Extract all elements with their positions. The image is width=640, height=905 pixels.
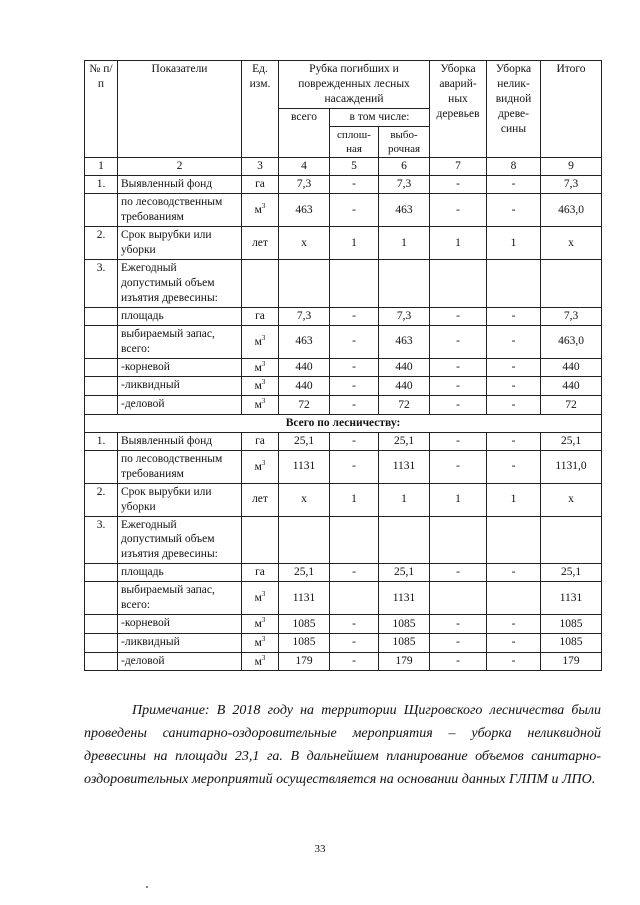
value-cell: 7,3 <box>379 176 430 194</box>
column-number: 4 <box>279 158 330 176</box>
value-cell: 463,0 <box>541 325 602 358</box>
value-cell: 440 <box>541 358 602 377</box>
value-cell <box>330 259 379 307</box>
header-clear: сплош-ная <box>330 126 379 158</box>
value-cell: 1085 <box>379 615 430 634</box>
value-cell: х <box>541 483 602 516</box>
value-cell: 179 <box>541 652 602 671</box>
row-label: площадь <box>118 564 242 582</box>
row-label: -ликвидный <box>118 633 242 652</box>
row-number <box>85 582 118 615</box>
row-unit <box>242 259 279 307</box>
column-number: 9 <box>541 158 602 176</box>
table-header <box>85 61 602 176</box>
value-cell: - <box>330 325 379 358</box>
value-cell: - <box>430 615 487 634</box>
value-cell: 1131 <box>379 582 430 615</box>
table-row <box>85 307 602 325</box>
row-unit: га <box>242 176 279 194</box>
column-number: 3 <box>242 158 279 176</box>
row-label: Ежегодный допустимый объем изъятия древесины: <box>118 259 242 307</box>
row-unit: лет <box>242 227 279 260</box>
value-cell: - <box>487 564 541 582</box>
row-label: площадь <box>118 307 242 325</box>
value-cell: - <box>330 377 379 396</box>
value-cell: 1085 <box>279 615 330 634</box>
value-cell: 179 <box>379 652 430 671</box>
row-label: -деловой <box>118 396 242 415</box>
row-label: -корневой <box>118 615 242 634</box>
row-label: Выявленный фонд <box>118 176 242 194</box>
value-cell: 1085 <box>279 633 330 652</box>
row-label: -деловой <box>118 652 242 671</box>
unit-exponent: 3 <box>261 359 266 368</box>
section-row <box>85 414 602 432</box>
unit-exponent: 3 <box>261 333 266 342</box>
unit-exponent: 3 <box>261 653 266 662</box>
row-unit: $м^3$ <box>242 652 279 671</box>
header-unmerch: Уборка нелик-видной древе-сины <box>487 61 541 158</box>
column-number: 8 <box>487 158 541 176</box>
value-cell: - <box>430 396 487 415</box>
value-cell: - <box>430 633 487 652</box>
table-row <box>85 652 602 671</box>
row-number <box>85 325 118 358</box>
value-cell: 25,1 <box>541 432 602 450</box>
column-number: 5 <box>330 158 379 176</box>
table-block-1 <box>85 176 602 415</box>
value-cell: х <box>541 227 602 260</box>
value-cell <box>379 516 430 564</box>
value-cell: 1131,0 <box>541 450 602 483</box>
value-cell: - <box>330 432 379 450</box>
value-cell: - <box>487 615 541 634</box>
forest-fund-table <box>84 60 602 671</box>
table-row <box>85 564 602 582</box>
row-number <box>85 194 118 227</box>
value-cell: 179 <box>279 652 330 671</box>
row-number <box>85 633 118 652</box>
value-cell: - <box>487 432 541 450</box>
unit-exponent: 3 <box>261 616 266 625</box>
value-cell: - <box>430 564 487 582</box>
value-cell: 1 <box>330 227 379 260</box>
value-cell: 440 <box>279 377 330 396</box>
value-cell: - <box>487 652 541 671</box>
value-cell: 463,0 <box>541 194 602 227</box>
value-cell: 7,3 <box>379 307 430 325</box>
row-label: Выявленный фонд <box>118 432 242 450</box>
value-cell: 440 <box>379 377 430 396</box>
row-number <box>85 615 118 634</box>
value-cell: - <box>430 450 487 483</box>
value-cell: 1131 <box>279 582 330 615</box>
value-cell: 1131 <box>279 450 330 483</box>
column-number: 6 <box>379 158 430 176</box>
row-label: Ежегодный допустимый объем изъятия древесины: <box>118 516 242 564</box>
row-label: выбираемый запас, всего: <box>118 582 242 615</box>
value-cell: 1 <box>330 483 379 516</box>
row-unit: $м^3$ <box>242 194 279 227</box>
row-number <box>85 396 118 415</box>
row-number: 1. <box>85 432 118 450</box>
value-cell: 25,1 <box>279 432 330 450</box>
value-cell: 463 <box>379 194 430 227</box>
value-cell <box>430 516 487 564</box>
row-label: Срок вырубки или уборки <box>118 227 242 260</box>
table-row <box>85 396 602 415</box>
value-cell: 1 <box>487 483 541 516</box>
column-number: 1 <box>85 158 118 176</box>
row-label: -корневой <box>118 358 242 377</box>
table-row <box>85 325 602 358</box>
unit-exponent: 3 <box>261 458 266 467</box>
value-cell: 1085 <box>541 615 602 634</box>
header-num: № п/п <box>85 61 118 158</box>
column-numbers-row <box>85 158 602 176</box>
row-unit: га <box>242 432 279 450</box>
table-block-2 <box>85 432 602 671</box>
page-number: 33 <box>314 843 326 855</box>
unit-exponent: 3 <box>261 202 266 211</box>
row-unit: $м^3$ <box>242 450 279 483</box>
table-row <box>85 194 602 227</box>
scan-speck <box>146 886 148 888</box>
value-cell: 1 <box>379 483 430 516</box>
header-selective: выбо-рочная <box>379 126 430 158</box>
value-cell: 440 <box>379 358 430 377</box>
value-cell: 1085 <box>379 633 430 652</box>
value-cell: - <box>330 307 379 325</box>
row-number: 2. <box>85 227 118 260</box>
unit-exponent: 3 <box>261 397 266 406</box>
value-cell: 72 <box>379 396 430 415</box>
value-cell: - <box>487 396 541 415</box>
value-cell: - <box>330 358 379 377</box>
value-cell: - <box>487 194 541 227</box>
value-cell <box>430 582 487 615</box>
row-number: 1. <box>85 176 118 194</box>
table-row <box>85 259 602 307</box>
header-unit: Ед. изм. <box>242 61 279 158</box>
value-cell: 72 <box>541 396 602 415</box>
value-cell: - <box>330 396 379 415</box>
value-cell: 463 <box>379 325 430 358</box>
header-windfall: Уборка аварий-ных деревьев <box>430 61 487 158</box>
value-cell <box>279 516 330 564</box>
row-number <box>85 652 118 671</box>
row-number <box>85 377 118 396</box>
value-cell: 25,1 <box>379 432 430 450</box>
table-row <box>85 633 602 652</box>
value-cell: - <box>430 652 487 671</box>
column-number: 7 <box>430 158 487 176</box>
value-cell: 25,1 <box>541 564 602 582</box>
value-cell: 440 <box>279 358 330 377</box>
table-row <box>85 450 602 483</box>
value-cell: - <box>430 325 487 358</box>
header-total-sub: всего <box>279 108 330 158</box>
value-cell <box>487 582 541 615</box>
header-including: в том числе: <box>330 108 430 126</box>
row-unit <box>242 516 279 564</box>
value-cell <box>330 582 379 615</box>
row-unit: $м^3$ <box>242 582 279 615</box>
row-number <box>85 358 118 377</box>
row-unit: га <box>242 307 279 325</box>
unit-exponent: 3 <box>261 378 266 387</box>
value-cell: 1131 <box>379 450 430 483</box>
row-number <box>85 307 118 325</box>
value-cell: - <box>330 633 379 652</box>
value-cell: 463 <box>279 194 330 227</box>
value-cell <box>379 259 430 307</box>
table-row <box>85 358 602 377</box>
row-unit: лет <box>242 483 279 516</box>
table-row <box>85 582 602 615</box>
note-paragraph: Примечание: В 2018 году на территории Щигровского лесничества были проведены санитарно-оздоровительные мероприятия – уборка неликвидной древесины на площади 23,1 га. В дальнейшем планирование объемов санитарно-оздоровительных мероприятий осуществляется на основании данных ГЛПМ и ЛПО. <box>84 703 601 787</box>
table-row <box>85 227 602 260</box>
value-cell: 25,1 <box>279 564 330 582</box>
row-number <box>85 564 118 582</box>
value-cell: 7,3 <box>541 307 602 325</box>
value-cell <box>541 259 602 307</box>
value-cell: х <box>279 483 330 516</box>
table-row <box>85 516 602 564</box>
value-cell: 7,3 <box>279 176 330 194</box>
value-cell: - <box>430 194 487 227</box>
header-indicators: Показатели <box>118 61 242 158</box>
value-cell <box>430 259 487 307</box>
value-cell: - <box>330 615 379 634</box>
value-cell: х <box>279 227 330 260</box>
value-cell: 7,3 <box>541 176 602 194</box>
row-number <box>85 450 118 483</box>
row-label: по лесоводственным требованиям <box>118 194 242 227</box>
value-cell: 440 <box>541 377 602 396</box>
row-unit: $м^3$ <box>242 325 279 358</box>
value-cell: 1131 <box>541 582 602 615</box>
row-number: 2. <box>85 483 118 516</box>
value-cell: - <box>487 307 541 325</box>
value-cell <box>541 516 602 564</box>
row-label: выбираемый запас, всего: <box>118 325 242 358</box>
value-cell: 1085 <box>541 633 602 652</box>
value-cell <box>279 259 330 307</box>
column-number: 2 <box>118 158 242 176</box>
value-cell: - <box>430 176 487 194</box>
row-unit: $м^3$ <box>242 377 279 396</box>
value-cell: - <box>330 652 379 671</box>
row-label: Срок вырубки или уборки <box>118 483 242 516</box>
value-cell: - <box>430 377 487 396</box>
row-number: 3. <box>85 259 118 307</box>
value-cell: 7,3 <box>279 307 330 325</box>
row-label: по лесоводственным требованиям <box>118 450 242 483</box>
value-cell: 1 <box>487 227 541 260</box>
row-number: 3. <box>85 516 118 564</box>
row-unit: $м^3$ <box>242 633 279 652</box>
value-cell: - <box>330 564 379 582</box>
row-unit: га <box>242 564 279 582</box>
table-row <box>85 483 602 516</box>
header-felling: Рубка погибших и поврежденных лесных насаждений <box>279 61 430 109</box>
value-cell: - <box>487 176 541 194</box>
value-cell: 1 <box>430 227 487 260</box>
value-cell: 72 <box>279 396 330 415</box>
value-cell: - <box>487 450 541 483</box>
value-cell <box>330 516 379 564</box>
row-unit: $м^3$ <box>242 396 279 415</box>
table-row <box>85 432 602 450</box>
value-cell: 1 <box>430 483 487 516</box>
value-cell: - <box>487 358 541 377</box>
table-row <box>85 176 602 194</box>
row-unit: $м^3$ <box>242 358 279 377</box>
table-row <box>85 615 602 634</box>
unit-exponent: 3 <box>261 634 266 643</box>
row-label: -ликвидный <box>118 377 242 396</box>
value-cell: - <box>487 377 541 396</box>
section-title: Всего по лесничеству: <box>85 414 602 432</box>
value-cell: - <box>487 325 541 358</box>
value-cell: - <box>430 307 487 325</box>
value-cell: - <box>487 633 541 652</box>
value-cell: - <box>330 176 379 194</box>
row-unit: $м^3$ <box>242 615 279 634</box>
value-cell: 1 <box>379 227 430 260</box>
value-cell: 463 <box>279 325 330 358</box>
value-cell <box>487 259 541 307</box>
value-cell: 25,1 <box>379 564 430 582</box>
value-cell: - <box>430 358 487 377</box>
value-cell: - <box>330 450 379 483</box>
table-row <box>85 377 602 396</box>
unit-exponent: 3 <box>261 590 266 599</box>
value-cell: - <box>430 432 487 450</box>
value-cell <box>487 516 541 564</box>
header-total: Итого <box>541 61 602 158</box>
value-cell: - <box>330 194 379 227</box>
